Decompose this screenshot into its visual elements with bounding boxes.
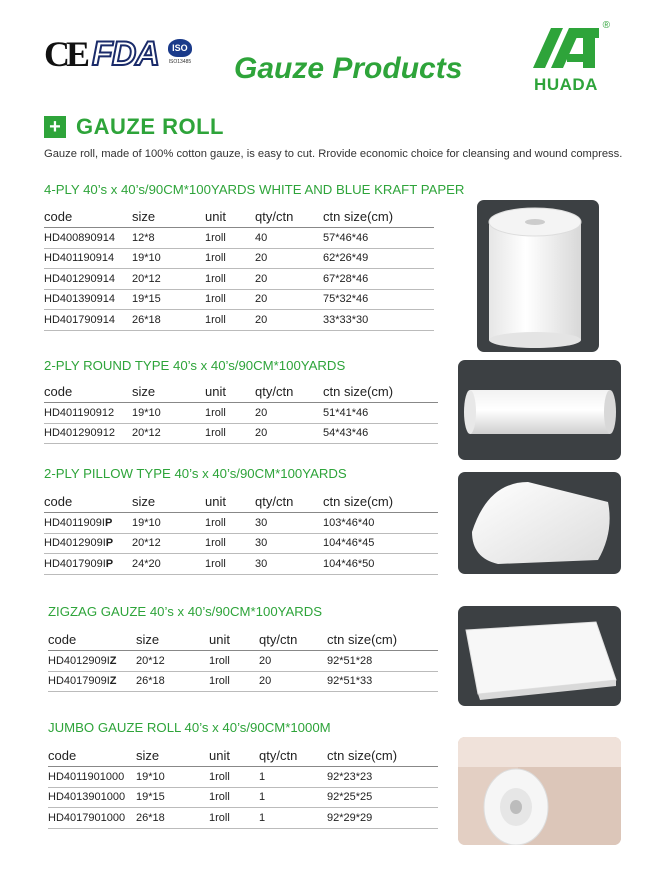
cell-size: 19*15	[136, 787, 209, 808]
iso-logo	[165, 39, 195, 69]
table-row	[44, 248, 434, 269]
table-zigzag	[48, 632, 438, 692]
cell-qty-ctn: 1	[259, 767, 327, 788]
column-header-size: size	[132, 209, 205, 228]
cell-code: HD4012909IP	[44, 533, 132, 554]
product-image-round-roll	[458, 360, 621, 460]
cell-unit: 1roll	[205, 533, 255, 554]
group-title-jumbo: JUMBO GAUZE ROLL 40’s x 40’s/90CM*1000M	[48, 720, 331, 735]
table-header-row	[44, 209, 434, 228]
column-header-code: code	[44, 494, 132, 513]
product-image-jumbo	[458, 737, 621, 845]
page-title: Gauze Products	[234, 52, 463, 85]
table-jumbo	[48, 748, 438, 829]
brand-logo	[526, 20, 610, 95]
group-title-2ply-round: 2-PLY ROUND TYPE 40’s x 40’s/90CM*100YARDS	[44, 358, 346, 373]
cell-ctn-size: 75*32*46	[323, 289, 434, 310]
cell-ctn-size: 33*33*30	[323, 310, 434, 331]
code-suffix: P	[105, 557, 114, 570]
cell-size: 19*10	[136, 767, 209, 788]
fda-logo: FDA	[92, 35, 159, 73]
cell-ctn-size: 67*28*46	[323, 269, 434, 290]
product-image-pillow	[458, 472, 621, 574]
table-row	[48, 671, 438, 692]
cell-size: 20*12	[136, 651, 209, 672]
column-header-size: size	[136, 632, 209, 651]
table-header-row	[48, 632, 438, 651]
column-header-unit: unit	[209, 632, 259, 651]
cell-size: 19*10	[132, 248, 205, 269]
cell-size: 20*12	[132, 269, 205, 290]
cell-code: HD4017909IP	[44, 554, 132, 575]
product-image-4ply-roll	[477, 200, 599, 352]
cell-size: 26*18	[136, 808, 209, 829]
cell-unit: 1roll	[209, 671, 259, 692]
cell-code: HD401390914	[44, 289, 132, 310]
section-header	[44, 114, 224, 140]
column-header-code: code	[44, 209, 132, 228]
cell-ctn-size: 62*26*49	[323, 248, 434, 269]
table-row	[48, 767, 438, 788]
table-row	[44, 554, 438, 575]
column-header-qty-ctn: qty/ctn	[259, 748, 327, 767]
cell-qty-ctn: 40	[255, 228, 323, 249]
column-header-qty-ctn: qty/ctn	[255, 209, 323, 228]
cell-code: HD4011901000	[48, 767, 136, 788]
cell-qty-ctn: 20	[255, 269, 323, 290]
cell-unit: 1roll	[205, 269, 255, 290]
column-header-qty-ctn: qty/ctn	[259, 632, 327, 651]
table-row	[44, 289, 434, 310]
table-row	[48, 808, 438, 829]
cell-unit: 1roll	[209, 808, 259, 829]
group-title-2ply-pillow: 2-PLY PILLOW TYPE 40’s x 40’s/90CM*100YARDS	[44, 466, 347, 481]
cell-unit: 1roll	[209, 651, 259, 672]
cell-unit: 1roll	[205, 289, 255, 310]
cell-code: HD400890914	[44, 228, 132, 249]
cell-ctn-size: 92*23*23	[327, 767, 438, 788]
cell-qty-ctn: 1	[259, 808, 327, 829]
column-header-unit: unit	[209, 748, 259, 767]
section-description: Gauze roll, made of 100% cotton gauze, is easy to cut. Rrovide economic choice for cleansing and wound compress.	[44, 148, 623, 160]
cell-ctn-size: 104*46*45	[323, 533, 438, 554]
cell-qty-ctn: 30	[255, 513, 323, 534]
cell-code: HD401190914	[44, 248, 132, 269]
table-row	[44, 310, 434, 331]
cell-unit: 1roll	[205, 423, 255, 444]
group-title-4ply: 4-PLY 40’s x 40’s/90CM*100YARDS WHITE AND BLUE KRAFT PAPER	[44, 182, 465, 197]
cell-size: 20*12	[132, 423, 205, 444]
cell-ctn-size: 92*25*25	[327, 787, 438, 808]
column-header-size: size	[136, 748, 209, 767]
table-2ply-pillow	[44, 494, 438, 575]
product-image-zigzag	[458, 606, 621, 706]
registered-mark: ®	[602, 20, 610, 31]
code-suffix: Z	[109, 654, 117, 667]
table-header-row	[44, 384, 438, 403]
cell-code: HD4017909IZ	[48, 671, 136, 692]
cell-unit: 1roll	[205, 403, 255, 424]
table-row	[48, 787, 438, 808]
column-header-qty-ctn: qty/ctn	[255, 384, 323, 403]
column-header-code: code	[48, 748, 136, 767]
cell-size: 26*18	[132, 310, 205, 331]
column-header-size: size	[132, 494, 205, 513]
column-header-qty-ctn: qty/ctn	[255, 494, 323, 513]
cell-code: HD4012909IZ	[48, 651, 136, 672]
column-header-ctn-size: ctn size(cm)	[327, 632, 438, 651]
table-header-row	[44, 494, 438, 513]
column-header-ctn-size: ctn size(cm)	[323, 209, 434, 228]
cell-code: HD401290912	[44, 423, 132, 444]
cell-qty-ctn: 20	[255, 423, 323, 444]
column-header-ctn-size: ctn size(cm)	[327, 748, 438, 767]
cell-size: 12*8	[132, 228, 205, 249]
column-header-unit: unit	[205, 384, 255, 403]
column-header-code: code	[44, 384, 132, 403]
cell-ctn-size: 103*46*40	[323, 513, 438, 534]
cell-code: HD4013901000	[48, 787, 136, 808]
cell-unit: 1roll	[209, 767, 259, 788]
section-title: GAUZE ROLL	[76, 114, 224, 139]
cell-qty-ctn: 1	[259, 787, 327, 808]
table-2ply-round	[44, 384, 438, 444]
cell-ctn-size: 92*29*29	[327, 808, 438, 829]
table-row	[44, 423, 438, 444]
plus-icon: +	[44, 116, 66, 138]
cell-unit: 1roll	[205, 554, 255, 575]
table-row	[44, 533, 438, 554]
cell-qty-ctn: 20	[259, 671, 327, 692]
cell-qty-ctn: 30	[255, 554, 323, 575]
cell-unit: 1roll	[205, 228, 255, 249]
cell-ctn-size: 104*46*50	[323, 554, 438, 575]
table-row	[44, 228, 434, 249]
cell-size: 20*12	[132, 533, 205, 554]
table-row	[44, 513, 438, 534]
column-header-unit: unit	[205, 209, 255, 228]
cell-ctn-size: 92*51*28	[327, 651, 438, 672]
huada-logo-icon	[529, 24, 603, 68]
cell-code: HD401790914	[44, 310, 132, 331]
code-suffix: P	[105, 537, 114, 550]
cell-qty-ctn: 20	[255, 310, 323, 331]
cell-size: 24*20	[132, 554, 205, 575]
cell-ctn-size: 51*41*46	[323, 403, 438, 424]
ce-mark: CE	[44, 34, 87, 74]
cell-ctn-size: 57*46*46	[323, 228, 434, 249]
cell-size: 19*10	[132, 513, 205, 534]
column-header-ctn-size: ctn size(cm)	[323, 494, 438, 513]
table-row	[44, 403, 438, 424]
cell-size: 19*15	[132, 289, 205, 310]
cell-qty-ctn: 20	[255, 403, 323, 424]
table-header-row	[48, 748, 438, 767]
cell-ctn-size: 92*51*33	[327, 671, 438, 692]
cell-unit: 1roll	[209, 787, 259, 808]
iso-subtext: ISO13485	[168, 59, 192, 65]
column-header-size: size	[132, 384, 205, 403]
column-header-ctn-size: ctn size(cm)	[323, 384, 438, 403]
cell-qty-ctn: 20	[255, 289, 323, 310]
cell-code: HD401290914	[44, 269, 132, 290]
table-4ply	[44, 209, 434, 331]
group-title-zigzag: ZIGZAG GAUZE 40’s x 40’s/90CM*100YARDS	[48, 604, 323, 619]
cell-code: HD4017901000	[48, 808, 136, 829]
column-header-unit: unit	[205, 494, 255, 513]
table-row	[48, 651, 438, 672]
column-header-code: code	[48, 632, 136, 651]
code-suffix: Z	[109, 675, 117, 688]
code-suffix: P	[104, 516, 113, 529]
cell-qty-ctn: 20	[255, 248, 323, 269]
cell-unit: 1roll	[205, 513, 255, 534]
cell-code: HD4011909IP	[44, 513, 132, 534]
cell-unit: 1roll	[205, 248, 255, 269]
table-row	[44, 269, 434, 290]
cell-qty-ctn: 20	[259, 651, 327, 672]
cell-size: 19*10	[132, 403, 205, 424]
cell-qty-ctn: 30	[255, 533, 323, 554]
cell-unit: 1roll	[205, 310, 255, 331]
cell-code: HD401190912	[44, 403, 132, 424]
brand-name: HUADA	[534, 75, 598, 94]
certification-logos	[44, 36, 195, 72]
cell-size: 26*18	[136, 671, 209, 692]
iso-globe-icon: ISO	[168, 39, 192, 57]
cell-ctn-size: 54*43*46	[323, 423, 438, 444]
